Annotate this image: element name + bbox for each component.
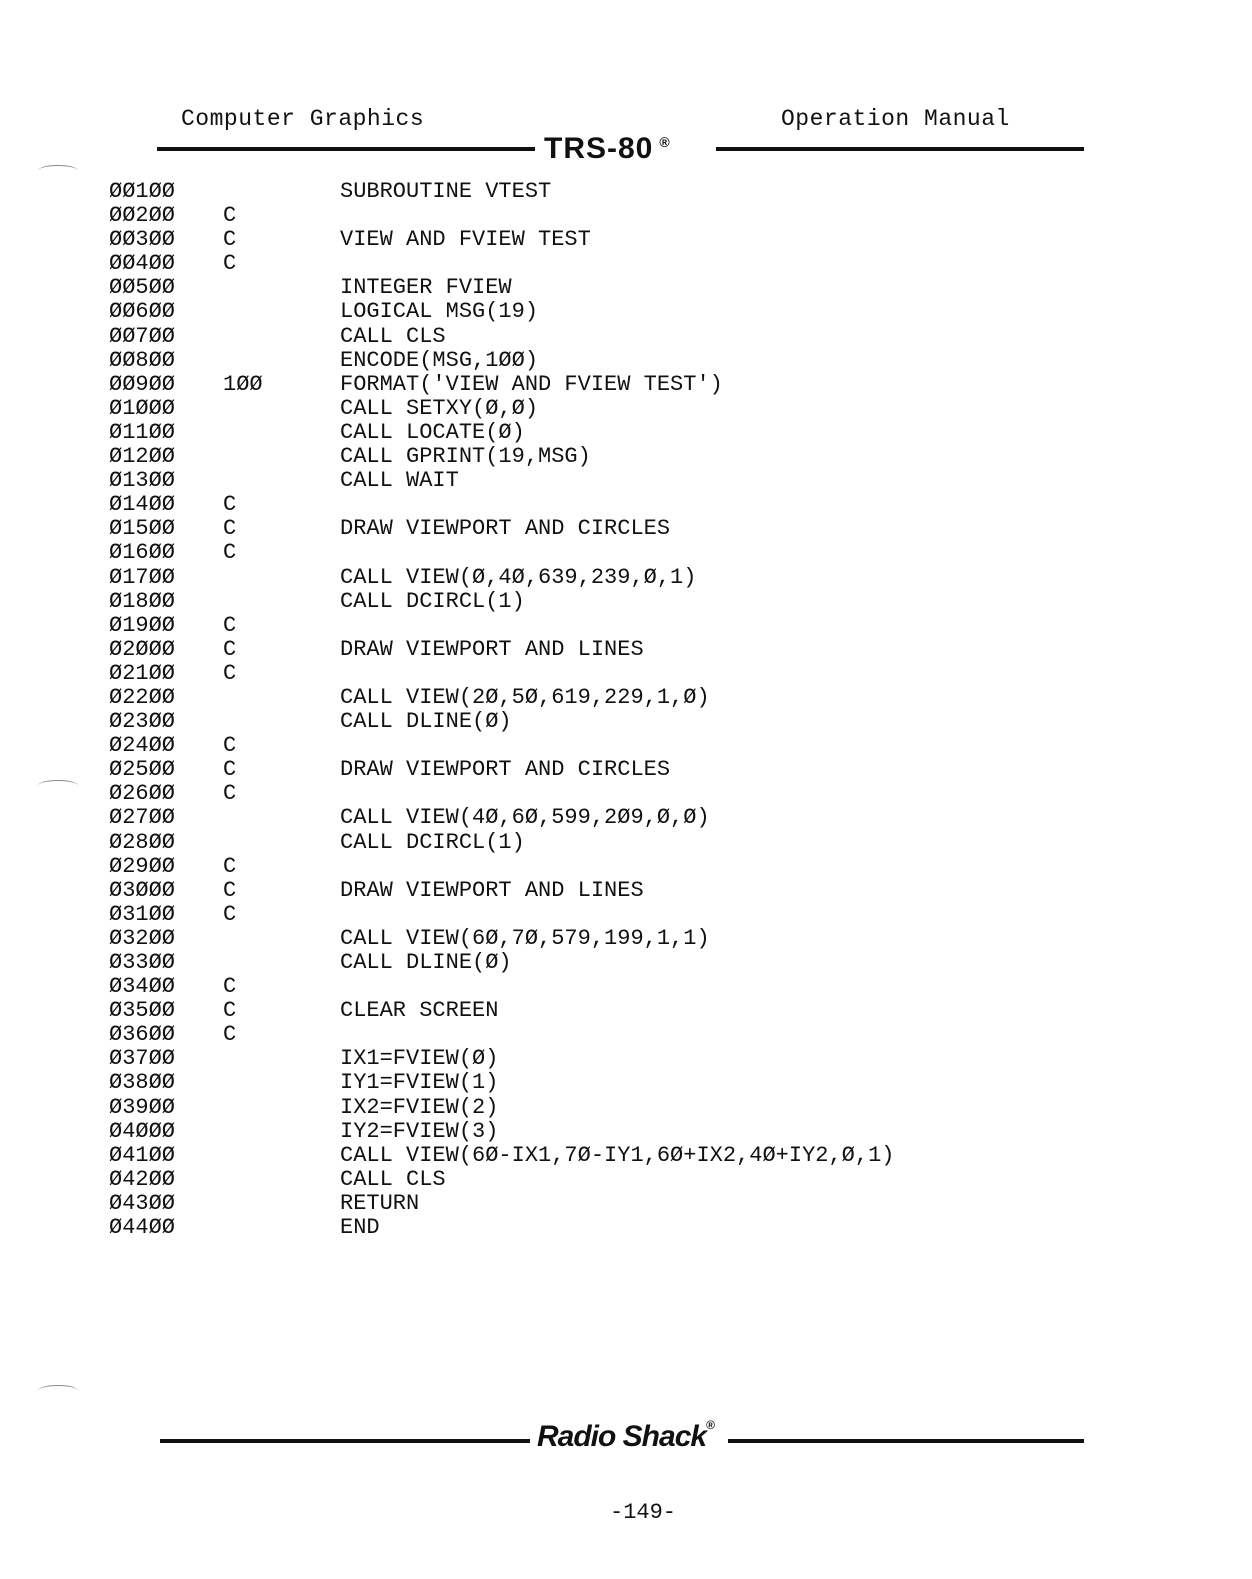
header-rule-left — [157, 147, 535, 151]
line-number: Ø35ØØ — [109, 998, 176, 1024]
statement-label: C — [223, 901, 237, 927]
statement-label: C — [223, 877, 237, 903]
line-number: Ø2ØØØ — [109, 636, 176, 662]
line-number: Ø3ØØØ — [109, 877, 176, 903]
line-number: Ø34ØØ — [109, 974, 176, 1000]
statement-text: DRAW VIEWPORT AND LINES — [340, 877, 644, 903]
statement-text: CALL VIEW(4Ø,6Ø,599,2Ø9,Ø,Ø) — [340, 805, 710, 831]
line-number: ØØ8ØØ — [109, 347, 176, 373]
line-number: Ø22ØØ — [109, 684, 176, 710]
line-number: Ø17ØØ — [109, 564, 176, 590]
line-number: Ø23ØØ — [109, 709, 176, 735]
line-number: ØØ7ØØ — [109, 323, 176, 349]
statement-text: IY2=FVIEW(3) — [340, 1118, 499, 1144]
statement-text: FORMAT('VIEW AND FVIEW TEST') — [340, 371, 723, 397]
statement-label: C — [223, 492, 237, 518]
statement-text: IX1=FVIEW(Ø) — [340, 1046, 499, 1072]
statement-text: CALL VIEW(Ø,4Ø,639,239,Ø,1) — [340, 564, 697, 590]
statement-text: CALL WAIT — [340, 468, 459, 494]
statement-label: C — [223, 540, 237, 566]
statement-text: CALL CLS — [340, 1166, 446, 1192]
statement-text: INTEGER FVIEW — [340, 275, 512, 301]
line-number: ØØ2ØØ — [109, 203, 176, 229]
statement-text: CALL SETXY(Ø,Ø) — [340, 395, 539, 421]
statement-label: C — [223, 733, 237, 759]
statement-text: CALL DLINE(Ø) — [340, 950, 512, 975]
statement-text: CALL DCIRCL(1) — [340, 588, 525, 614]
statement-label: C — [223, 203, 237, 229]
statement-text: ENCODE(MSG,1ØØ) — [340, 347, 539, 373]
line-number: Ø25ØØ — [109, 757, 176, 783]
trs80-logo: TRS-80 ® — [544, 132, 671, 165]
footer-rule-right — [728, 1439, 1084, 1443]
line-number: ØØ9ØØ — [109, 371, 176, 397]
line-number: Ø21ØØ — [109, 660, 176, 686]
statement-text: CALL CLS — [340, 323, 446, 349]
header-title-left: Computer Graphics — [181, 106, 425, 132]
line-number: ØØ5ØØ — [109, 275, 176, 301]
line-number: Ø43ØØ — [109, 1190, 176, 1216]
line-number: ØØ4ØØ — [109, 251, 176, 277]
statement-text: RETURN — [340, 1190, 420, 1216]
statement-text: CALL DLINE(Ø) — [340, 709, 512, 735]
statement-label: C — [223, 998, 237, 1024]
statement-label: C — [223, 1022, 237, 1048]
page-number: -149- — [610, 1500, 677, 1525]
line-number: Ø32ØØ — [109, 925, 176, 951]
line-number: Ø4ØØØ — [109, 1118, 176, 1144]
radio-shack-logo: Radio Shack® — [537, 1418, 714, 1453]
statement-text: VIEW AND FVIEW TEST — [340, 227, 591, 253]
line-number: Ø28ØØ — [109, 829, 176, 855]
line-number: Ø19ØØ — [109, 612, 176, 638]
margin-mark — [38, 165, 78, 176]
line-number: Ø24ØØ — [109, 733, 176, 759]
statement-text: SUBROUTINE VTEST — [340, 179, 552, 204]
header-title-right: Operation Manual — [781, 106, 1010, 132]
statement-label: C — [223, 227, 237, 253]
line-number: Ø33ØØ — [109, 950, 176, 975]
line-number: Ø37ØØ — [109, 1046, 176, 1072]
statement-text: LOGICAL MSG(19) — [340, 299, 539, 325]
statement-text: END — [340, 1215, 380, 1241]
statement-text: CLEAR SCREEN — [340, 998, 499, 1024]
line-number: Ø29ØØ — [109, 853, 176, 879]
footer-rule-left — [160, 1439, 530, 1443]
line-number: Ø42ØØ — [109, 1166, 176, 1192]
statement-label: C — [223, 516, 237, 542]
statement-label: C — [223, 251, 237, 277]
line-number: Ø12ØØ — [109, 444, 176, 470]
line-number: Ø27ØØ — [109, 805, 176, 831]
statement-text: CALL VIEW(6Ø,7Ø,579,199,1,1) — [340, 925, 710, 951]
line-number: Ø26ØØ — [109, 781, 176, 807]
line-number: Ø1ØØØ — [109, 395, 176, 421]
line-number: Ø41ØØ — [109, 1142, 176, 1168]
line-number: Ø31ØØ — [109, 901, 176, 927]
statement-label: C — [223, 853, 237, 879]
line-number: Ø36ØØ — [109, 1022, 176, 1048]
statement-label: C — [223, 660, 237, 686]
margin-mark — [38, 1385, 78, 1396]
statement-text: CALL LOCATE(Ø) — [340, 419, 525, 445]
statement-label: C — [223, 612, 237, 638]
line-number: ØØ1ØØ — [109, 179, 176, 204]
statement-text: CALL VIEW(6Ø-IX1,7Ø-IY1,6Ø+IX2,4Ø+IY2,Ø,1) — [340, 1142, 895, 1168]
statement-text: DRAW VIEWPORT AND CIRCLES — [340, 516, 671, 542]
statement-text: IY1=FVIEW(1) — [340, 1070, 499, 1096]
margin-mark — [38, 780, 78, 791]
line-number: Ø38ØØ — [109, 1070, 176, 1096]
line-number: Ø14ØØ — [109, 492, 176, 518]
line-number: Ø44ØØ — [109, 1215, 176, 1241]
statement-label: C — [223, 974, 237, 1000]
statement-text: DRAW VIEWPORT AND CIRCLES — [340, 757, 671, 783]
line-number: ØØ3ØØ — [109, 227, 176, 253]
statement-label: C — [223, 636, 237, 662]
line-number: Ø11ØØ — [109, 419, 176, 445]
statement-text: CALL GPRINT(19,MSG) — [340, 444, 591, 470]
statement-text: DRAW VIEWPORT AND LINES — [340, 636, 644, 662]
header-rule-right — [716, 147, 1084, 151]
statement-text: CALL DCIRCL(1) — [340, 829, 525, 855]
line-number: Ø39ØØ — [109, 1094, 176, 1120]
line-number: Ø18ØØ — [109, 588, 176, 614]
statement-text: CALL VIEW(2Ø,5Ø,619,229,1,Ø) — [340, 684, 710, 710]
statement-label: 1ØØ — [223, 371, 263, 397]
line-number: Ø16ØØ — [109, 540, 176, 566]
line-number: Ø13ØØ — [109, 468, 176, 494]
line-number: Ø15ØØ — [109, 516, 176, 542]
statement-text: IX2=FVIEW(2) — [340, 1094, 499, 1120]
statement-label: C — [223, 757, 237, 783]
statement-label: C — [223, 781, 237, 807]
line-number: ØØ6ØØ — [109, 299, 176, 325]
